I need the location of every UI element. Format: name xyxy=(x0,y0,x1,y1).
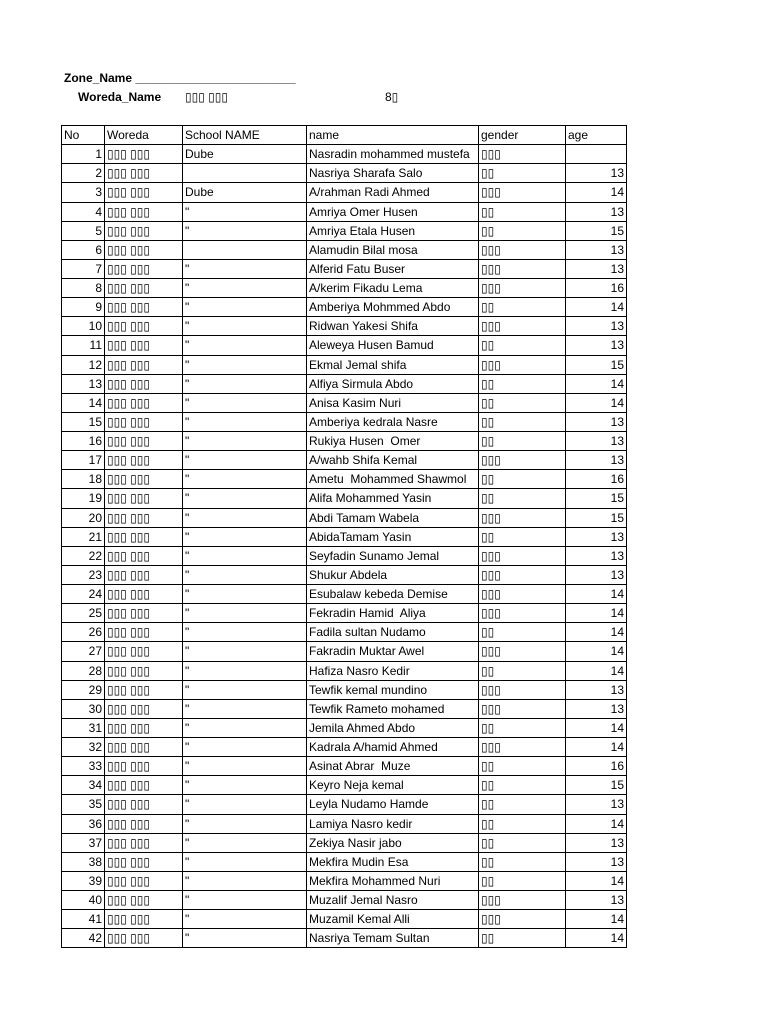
cell-school: " xyxy=(183,929,307,948)
cell-woreda: ▯▯▯ ▯▯▯ xyxy=(105,451,183,470)
cell-gender: ▯▯ xyxy=(479,375,566,394)
cell-age: 13 xyxy=(566,681,627,700)
cell-no: 14 xyxy=(62,394,105,413)
cell-school: " xyxy=(183,891,307,910)
cell-name: AbidaTamam Yasin xyxy=(307,528,479,547)
cell-woreda: ▯▯▯ ▯▯▯ xyxy=(105,757,183,776)
cell-no: 27 xyxy=(62,642,105,661)
cell-age: 13 xyxy=(566,241,627,260)
grade-label: 8▯ xyxy=(385,90,399,104)
cell-gender: ▯▯ xyxy=(479,795,566,814)
cell-name: Ametu Mohammed Shawmol xyxy=(307,470,479,489)
cell-age: 13 xyxy=(566,451,627,470)
cell-woreda: ▯▯▯ ▯▯▯ xyxy=(105,910,183,929)
cell-no: 15 xyxy=(62,413,105,432)
cell-gender: ▯▯ xyxy=(479,719,566,738)
cell-no: 20 xyxy=(62,509,105,528)
header-woreda: Woreda xyxy=(105,126,183,145)
cell-no: 29 xyxy=(62,681,105,700)
cell-name: Seyfadin Sunamo Jemal xyxy=(307,547,479,566)
cell-woreda: ▯▯▯ ▯▯▯ xyxy=(105,394,183,413)
cell-no: 37 xyxy=(62,834,105,853)
cell-woreda: ▯▯▯ ▯▯▯ xyxy=(105,872,183,891)
cell-no: 13 xyxy=(62,375,105,394)
cell-woreda: ▯▯▯ ▯▯▯ xyxy=(105,795,183,814)
cell-school: " xyxy=(183,623,307,642)
header-no: No xyxy=(62,126,105,145)
cell-gender: ▯▯▯ xyxy=(479,642,566,661)
cell-gender: ▯▯ xyxy=(479,929,566,948)
cell-gender: ▯▯ xyxy=(479,394,566,413)
zone-name-line: Zone_Name ________________________ xyxy=(64,71,296,85)
cell-age: 16 xyxy=(566,470,627,489)
cell-woreda: ▯▯▯ ▯▯▯ xyxy=(105,183,183,202)
cell-woreda: ▯▯▯ ▯▯▯ xyxy=(105,547,183,566)
cell-school: Dube xyxy=(183,183,307,202)
cell-name: Anisa Kasim Nuri xyxy=(307,394,479,413)
cell-name: Muzalif Jemal Nasro xyxy=(307,891,479,910)
cell-woreda: ▯▯▯ ▯▯▯ xyxy=(105,681,183,700)
cell-gender: ▯▯▯ xyxy=(479,566,566,585)
cell-gender: ▯▯▯ xyxy=(479,509,566,528)
cell-name: Amriya Omer Husen xyxy=(307,203,479,222)
cell-gender: ▯▯▯ xyxy=(479,451,566,470)
cell-school xyxy=(183,241,307,260)
cell-gender: ▯▯ xyxy=(479,413,566,432)
cell-name: Amberiya kedrala Nasre xyxy=(307,413,479,432)
cell-no: 3 xyxy=(62,183,105,202)
cell-name: Hafiza Nasro Kedir xyxy=(307,662,479,681)
cell-gender: ▯▯ xyxy=(479,432,566,451)
cell-gender: ▯▯▯ xyxy=(479,356,566,375)
cell-name: Muzamil Kemal Alli xyxy=(307,910,479,929)
cell-gender: ▯▯▯ xyxy=(479,910,566,929)
cell-woreda: ▯▯▯ ▯▯▯ xyxy=(105,164,183,183)
cell-age: 14 xyxy=(566,815,627,834)
cell-woreda: ▯▯▯ ▯▯▯ xyxy=(105,528,183,547)
cell-school: " xyxy=(183,394,307,413)
cell-woreda: ▯▯▯ ▯▯▯ xyxy=(105,604,183,623)
cell-name: A/rahman Radi Ahmed xyxy=(307,183,479,202)
cell-no: 16 xyxy=(62,432,105,451)
cell-gender: ▯▯ xyxy=(479,470,566,489)
cell-woreda: ▯▯▯ ▯▯▯ xyxy=(105,203,183,222)
cell-name: Tewfik Rameto mohamed xyxy=(307,700,479,719)
cell-school: " xyxy=(183,298,307,317)
cell-woreda: ▯▯▯ ▯▯▯ xyxy=(105,260,183,279)
cell-woreda: ▯▯▯ ▯▯▯ xyxy=(105,317,183,336)
cell-gender: ▯▯ xyxy=(479,757,566,776)
cell-school: " xyxy=(183,719,307,738)
cell-age: 13 xyxy=(566,413,627,432)
cell-school: " xyxy=(183,432,307,451)
cell-school: " xyxy=(183,203,307,222)
cell-name: Nasradin mohammed mustefa xyxy=(307,145,479,164)
cell-age: 13 xyxy=(566,700,627,719)
cell-woreda: ▯▯▯ ▯▯▯ xyxy=(105,815,183,834)
cell-name: Mekfira Mudin Esa xyxy=(307,853,479,872)
cell-woreda: ▯▯▯ ▯▯▯ xyxy=(105,375,183,394)
cell-woreda: ▯▯▯ ▯▯▯ xyxy=(105,336,183,355)
cell-gender: ▯▯ xyxy=(479,623,566,642)
cell-woreda: ▯▯▯ ▯▯▯ xyxy=(105,853,183,872)
cell-age: 13 xyxy=(566,795,627,814)
cell-age: 13 xyxy=(566,891,627,910)
cell-no: 8 xyxy=(62,279,105,298)
cell-age: 14 xyxy=(566,642,627,661)
cell-age: 15 xyxy=(566,222,627,241)
header-gender: gender xyxy=(479,126,566,145)
cell-woreda: ▯▯▯ ▯▯▯ xyxy=(105,719,183,738)
cell-woreda: ▯▯▯ ▯▯▯ xyxy=(105,929,183,948)
cell-school: " xyxy=(183,872,307,891)
cell-age: 14 xyxy=(566,375,627,394)
cell-age: 16 xyxy=(566,279,627,298)
cell-no: 21 xyxy=(62,528,105,547)
header-name: name xyxy=(307,126,479,145)
cell-name: Nasriya Sharafa Salo xyxy=(307,164,479,183)
cell-age: 13 xyxy=(566,566,627,585)
cell-name: Jemila Ahmed Abdo xyxy=(307,719,479,738)
cell-no: 36 xyxy=(62,815,105,834)
cell-age: 14 xyxy=(566,183,627,202)
cell-gender: ▯▯ xyxy=(479,298,566,317)
header-age: age xyxy=(566,126,627,145)
cell-name: Zekiya Nasir jabo xyxy=(307,834,479,853)
cell-gender: ▯▯ xyxy=(479,853,566,872)
cell-no: 4 xyxy=(62,203,105,222)
cell-woreda: ▯▯▯ ▯▯▯ xyxy=(105,279,183,298)
cell-no: 34 xyxy=(62,776,105,795)
cell-no: 9 xyxy=(62,298,105,317)
cell-name: Keyro Neja kemal xyxy=(307,776,479,795)
cell-no: 1 xyxy=(62,145,105,164)
cell-woreda: ▯▯▯ ▯▯▯ xyxy=(105,489,183,508)
cell-school: " xyxy=(183,662,307,681)
cell-name: Amberiya Mohmmed Abdo xyxy=(307,298,479,317)
cell-no: 33 xyxy=(62,757,105,776)
cell-gender: ▯▯ xyxy=(479,872,566,891)
cell-no: 26 xyxy=(62,623,105,642)
cell-woreda: ▯▯▯ ▯▯▯ xyxy=(105,298,183,317)
cell-age: 14 xyxy=(566,738,627,757)
cell-school: " xyxy=(183,356,307,375)
cell-gender: ▯▯ xyxy=(479,222,566,241)
cell-name: Mekfira Mohammed Nuri xyxy=(307,872,479,891)
cell-age: 15 xyxy=(566,776,627,795)
cell-school: " xyxy=(183,815,307,834)
cell-name: Fadila sultan Nudamo xyxy=(307,623,479,642)
cell-age: 14 xyxy=(566,604,627,623)
cell-gender: ▯▯▯ xyxy=(479,547,566,566)
cell-name: Kadrala A/hamid Ahmed xyxy=(307,738,479,757)
cell-gender: ▯▯▯ xyxy=(479,260,566,279)
cell-age: 14 xyxy=(566,298,627,317)
cell-no: 22 xyxy=(62,547,105,566)
cell-school: " xyxy=(183,681,307,700)
cell-no: 32 xyxy=(62,738,105,757)
cell-gender: ▯▯▯ xyxy=(479,241,566,260)
cell-name: Shukur Abdela xyxy=(307,566,479,585)
cell-age: 14 xyxy=(566,910,627,929)
cell-no: 11 xyxy=(62,336,105,355)
woreda-name-label: Woreda_Name xyxy=(78,90,162,104)
cell-gender: ▯▯ xyxy=(479,164,566,183)
cell-no: 18 xyxy=(62,470,105,489)
cell-name: Asinat Abrar Muze xyxy=(307,757,479,776)
cell-school: " xyxy=(183,547,307,566)
cell-no: 23 xyxy=(62,566,105,585)
cell-school: " xyxy=(183,700,307,719)
cell-age: 13 xyxy=(566,547,627,566)
cell-age: 13 xyxy=(566,853,627,872)
cell-gender: ▯▯▯ xyxy=(479,317,566,336)
cell-school: " xyxy=(183,317,307,336)
cell-school: " xyxy=(183,279,307,298)
cell-no: 5 xyxy=(62,222,105,241)
cell-woreda: ▯▯▯ ▯▯▯ xyxy=(105,356,183,375)
cell-name: Tewfik kemal mundino xyxy=(307,681,479,700)
cell-no: 19 xyxy=(62,489,105,508)
cell-no: 28 xyxy=(62,662,105,681)
cell-gender: ▯▯▯ xyxy=(479,604,566,623)
cell-school: " xyxy=(183,451,307,470)
student-table xyxy=(61,125,627,948)
cell-name: Alferid Fatu Buser xyxy=(307,260,479,279)
cell-school: " xyxy=(183,834,307,853)
cell-age: 13 xyxy=(566,834,627,853)
cell-gender: ▯▯ xyxy=(479,203,566,222)
cell-school: " xyxy=(183,853,307,872)
cell-age: 13 xyxy=(566,336,627,355)
cell-no: 31 xyxy=(62,719,105,738)
cell-gender: ▯▯▯ xyxy=(479,585,566,604)
cell-woreda: ▯▯▯ ▯▯▯ xyxy=(105,222,183,241)
cell-name: Aleweya Husen Bamud xyxy=(307,336,479,355)
cell-no: 25 xyxy=(62,604,105,623)
cell-woreda: ▯▯▯ ▯▯▯ xyxy=(105,738,183,757)
cell-no: 41 xyxy=(62,910,105,929)
cell-gender: ▯▯ xyxy=(479,336,566,355)
cell-no: 40 xyxy=(62,891,105,910)
cell-name: Esubalaw kebeda Demise xyxy=(307,585,479,604)
cell-gender: ▯▯▯ xyxy=(479,279,566,298)
cell-age: 14 xyxy=(566,623,627,642)
cell-age: 15 xyxy=(566,489,627,508)
cell-gender: ▯▯▯ xyxy=(479,738,566,757)
cell-no: 42 xyxy=(62,929,105,948)
cell-name: Fekradin Hamid Aliya xyxy=(307,604,479,623)
cell-age: 14 xyxy=(566,585,627,604)
cell-gender: ▯▯▯ xyxy=(479,891,566,910)
cell-age: 14 xyxy=(566,872,627,891)
cell-no: 2 xyxy=(62,164,105,183)
cell-woreda: ▯▯▯ ▯▯▯ xyxy=(105,623,183,642)
cell-name: Fakradin Muktar Awel xyxy=(307,642,479,661)
header-school: School NAME xyxy=(183,126,307,145)
cell-school: " xyxy=(183,470,307,489)
cell-name: Lamiya Nasro kedir xyxy=(307,815,479,834)
cell-school: " xyxy=(183,222,307,241)
cell-gender: ▯▯ xyxy=(479,815,566,834)
cell-gender: ▯▯ xyxy=(479,489,566,508)
cell-no: 12 xyxy=(62,356,105,375)
cell-woreda: ▯▯▯ ▯▯▯ xyxy=(105,776,183,795)
cell-school: " xyxy=(183,738,307,757)
cell-woreda: ▯▯▯ ▯▯▯ xyxy=(105,891,183,910)
cell-age: 13 xyxy=(566,260,627,279)
cell-name: Leyla Nudamo Hamde xyxy=(307,795,479,814)
cell-age: 13 xyxy=(566,528,627,547)
cell-school: " xyxy=(183,776,307,795)
cell-name: Rukiya Husen Omer xyxy=(307,432,479,451)
cell-no: 6 xyxy=(62,241,105,260)
cell-woreda: ▯▯▯ ▯▯▯ xyxy=(105,585,183,604)
cell-age: 13 xyxy=(566,164,627,183)
cell-gender: ▯▯ xyxy=(479,662,566,681)
cell-school: " xyxy=(183,489,307,508)
cell-school xyxy=(183,164,307,183)
cell-age: 15 xyxy=(566,356,627,375)
cell-woreda: ▯▯▯ ▯▯▯ xyxy=(105,509,183,528)
cell-woreda: ▯▯▯ ▯▯▯ xyxy=(105,413,183,432)
cell-name: A/wahb Shifa Kemal xyxy=(307,451,479,470)
cell-school: " xyxy=(183,757,307,776)
cell-age: 14 xyxy=(566,719,627,738)
cell-school: " xyxy=(183,585,307,604)
cell-school: " xyxy=(183,375,307,394)
cell-age: 14 xyxy=(566,929,627,948)
cell-no: 39 xyxy=(62,872,105,891)
cell-name: Nasriya Temam Sultan xyxy=(307,929,479,948)
cell-gender: ▯▯▯ xyxy=(479,681,566,700)
cell-age xyxy=(566,145,627,164)
cell-gender: ▯▯ xyxy=(479,834,566,853)
cell-woreda: ▯▯▯ ▯▯▯ xyxy=(105,700,183,719)
cell-woreda: ▯▯▯ ▯▯▯ xyxy=(105,241,183,260)
cell-name: Amriya Etala Husen xyxy=(307,222,479,241)
cell-gender: ▯▯▯ xyxy=(479,700,566,719)
cell-name: Abdi Tamam Wabela xyxy=(307,509,479,528)
cell-name: Ekmal Jemal shifa xyxy=(307,356,479,375)
cell-age: 14 xyxy=(566,662,627,681)
cell-school: " xyxy=(183,642,307,661)
cell-age: 14 xyxy=(566,394,627,413)
cell-age: 13 xyxy=(566,432,627,451)
cell-age: 13 xyxy=(566,203,627,222)
cell-name: Ridwan Yakesi Shifa xyxy=(307,317,479,336)
cell-school: " xyxy=(183,336,307,355)
cell-school: " xyxy=(183,528,307,547)
cell-name: Alifa Mohammed Yasin xyxy=(307,489,479,508)
cell-woreda: ▯▯▯ ▯▯▯ xyxy=(105,145,183,164)
cell-school: Dube xyxy=(183,145,307,164)
cell-name: A/kerim Fikadu Lema xyxy=(307,279,479,298)
cell-woreda: ▯▯▯ ▯▯▯ xyxy=(105,834,183,853)
cell-woreda: ▯▯▯ ▯▯▯ xyxy=(105,566,183,585)
cell-no: 24 xyxy=(62,585,105,604)
cell-no: 35 xyxy=(62,795,105,814)
cell-no: 10 xyxy=(62,317,105,336)
cell-woreda: ▯▯▯ ▯▯▯ xyxy=(105,470,183,489)
cell-woreda: ▯▯▯ ▯▯▯ xyxy=(105,432,183,451)
cell-gender: ▯▯ xyxy=(479,776,566,795)
cell-no: 30 xyxy=(62,700,105,719)
cell-school: " xyxy=(183,413,307,432)
cell-name: Alamudin Bilal mosa xyxy=(307,241,479,260)
cell-age: 15 xyxy=(566,509,627,528)
cell-no: 7 xyxy=(62,260,105,279)
cell-gender: ▯▯ xyxy=(479,528,566,547)
cell-school: " xyxy=(183,910,307,929)
cell-school: " xyxy=(183,509,307,528)
cell-gender: ▯▯▯ xyxy=(479,145,566,164)
cell-age: 13 xyxy=(566,317,627,336)
cell-no: 17 xyxy=(62,451,105,470)
cell-gender: ▯▯▯ xyxy=(479,183,566,202)
cell-age: 16 xyxy=(566,757,627,776)
cell-school: " xyxy=(183,604,307,623)
cell-school: " xyxy=(183,260,307,279)
woreda-name-value: ▯▯▯ ▯▯▯ xyxy=(185,90,228,104)
cell-name: Alfiya Sirmula Abdo xyxy=(307,375,479,394)
cell-woreda: ▯▯▯ ▯▯▯ xyxy=(105,642,183,661)
cell-no: 38 xyxy=(62,853,105,872)
cell-school: " xyxy=(183,795,307,814)
cell-school: " xyxy=(183,566,307,585)
cell-woreda: ▯▯▯ ▯▯▯ xyxy=(105,662,183,681)
